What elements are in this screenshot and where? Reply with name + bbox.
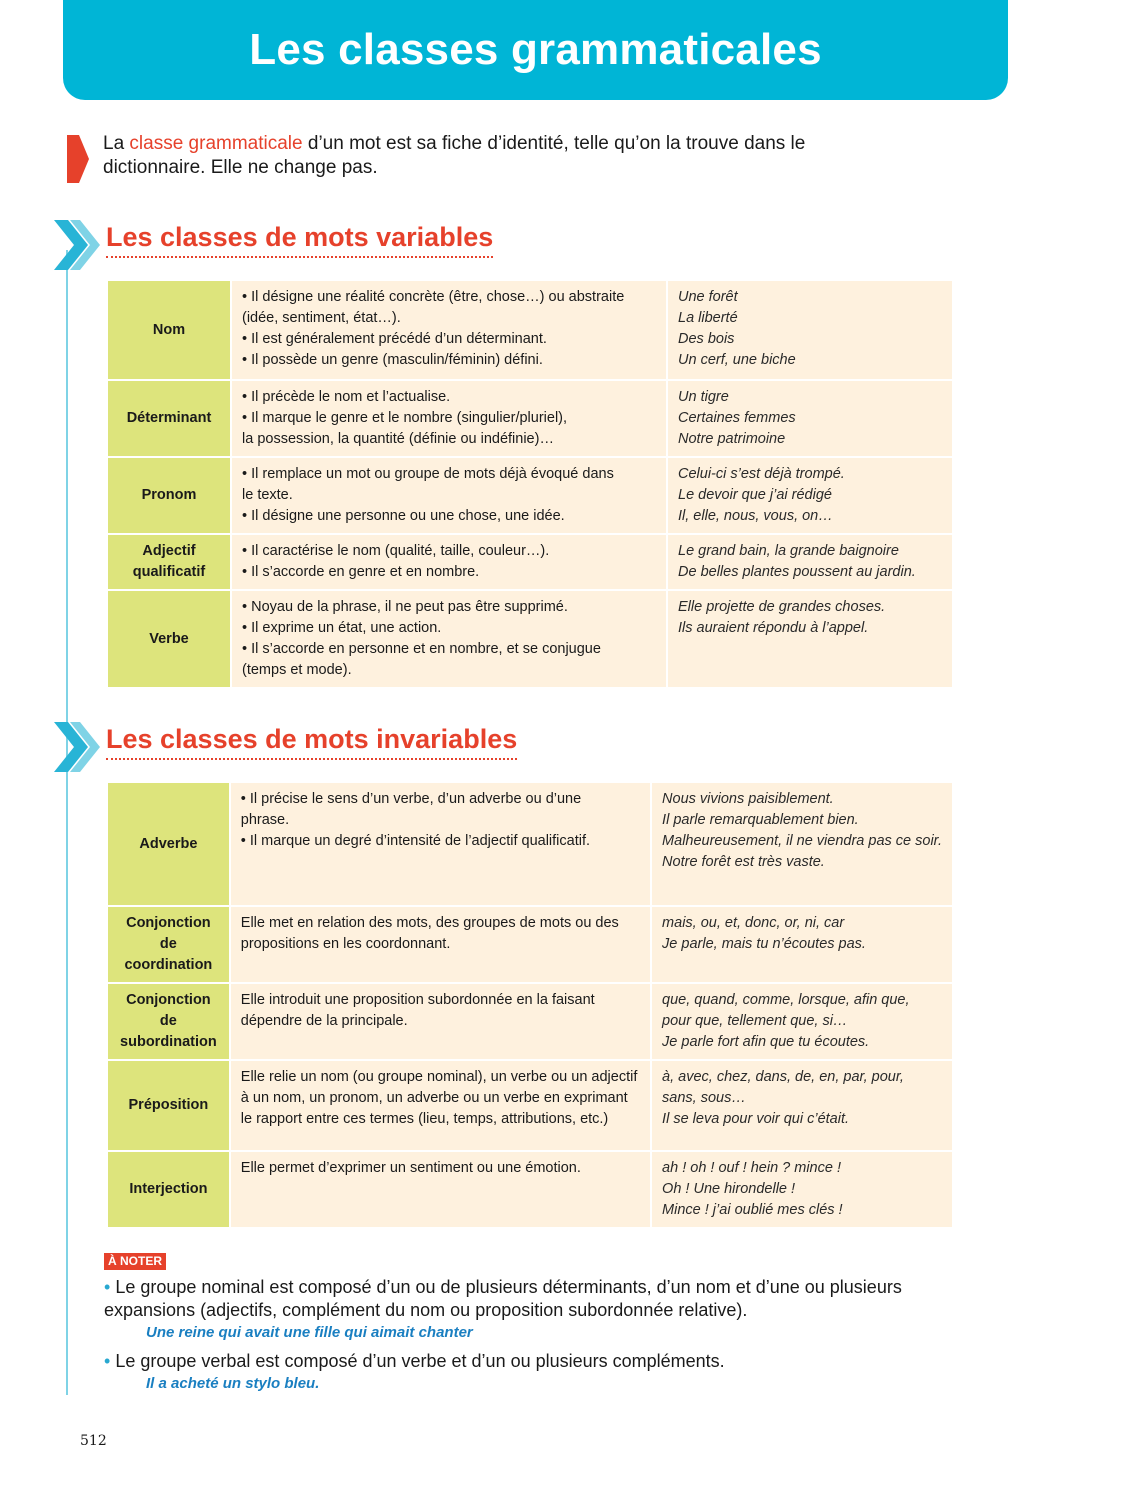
- example-line: Nous vivions paisiblement.: [662, 791, 834, 807]
- definition-cell: [232, 281, 666, 379]
- intro-highlight: classe grammaticale: [129, 133, 303, 154]
- note-text: Le groupe verbal est composé d’un verbe et d’un ou plusieurs compléments.: [115, 1351, 725, 1371]
- category-cell: Nom: [108, 281, 230, 379]
- example-line: Un tigre: [678, 389, 729, 405]
- definition-line: • Il caractérise le nom (qualité, taille, couleur…).: [242, 543, 550, 559]
- invariables-table: [106, 781, 954, 1229]
- example-cell: [668, 535, 952, 589]
- example-line: Il parle remarquablement bien.: [662, 812, 859, 828]
- example-line: Celui-ci s’est déjà trompé.: [678, 466, 845, 482]
- definition-cell: [231, 984, 650, 1059]
- section-variables-header: [54, 220, 574, 270]
- definition-line: • Il possède un genre (masculin/féminin) défini.: [242, 352, 543, 368]
- note-block: [104, 1252, 974, 1395]
- example-line: mais, ou, et, donc, or, ni, car: [662, 915, 845, 931]
- page-title: Les classes grammaticales: [249, 25, 822, 74]
- category-cell: Conjonction de subordination: [108, 984, 229, 1059]
- category-cell: Verbe: [108, 591, 230, 687]
- title-banner: [63, 0, 1008, 100]
- definition-line: Elle relie un nom (ou groupe nominal), un verbe ou un adjectif à un nom, un pronom, un adverbe ou un verbe en exprimant le rapport entre ces termes (lieu, temps, attributions, etc.): [240, 1069, 638, 1127]
- example-line: Malheureusement, il ne viendra pas ce soir.: [662, 833, 942, 849]
- intro-marker-icon: [67, 135, 89, 183]
- example-line: Notre patrimoine: [678, 431, 786, 447]
- example-line: Je parle fort afin que tu écoutes.: [662, 1034, 870, 1050]
- example-line: Certaines femmes: [678, 410, 796, 426]
- category-cell: Adjectif qualificatif: [108, 535, 230, 589]
- table-row: [108, 783, 952, 905]
- definition-cell: [231, 1152, 650, 1227]
- example-line: La liberté: [678, 310, 738, 326]
- intro-text-end: d’un mot est sa fiche d’identité, telle qu’on la trouve dans le dictionnaire. Elle ne change pas.: [103, 133, 806, 178]
- section-invariables-title: Les classes de mots invariables: [106, 724, 517, 760]
- chevron-right-icon: [54, 220, 102, 270]
- example-line: Ils auraient répondu à l’appel.: [678, 620, 869, 636]
- example-line: Des bois: [678, 331, 735, 347]
- table-row: [108, 535, 952, 589]
- definition-line: • Il précise le sens d’un verbe, d’un adverbe ou d’une: [240, 791, 582, 807]
- definition-line: (idée, sentiment, état…).: [242, 310, 401, 326]
- category-cell: Déterminant: [108, 381, 230, 456]
- definition-line: le texte.: [242, 487, 293, 503]
- note-example: Une reine qui avait une fille qui aimait chanter: [146, 1324, 473, 1341]
- definition-line: • Il est généralement précédé d’un déterminant.: [242, 331, 547, 347]
- definition-line: • Il désigne une personne ou une chose, une idée.: [242, 508, 565, 524]
- definition-cell: [231, 907, 650, 982]
- definition-line: • Il remplace un mot ou groupe de mots déjà évoqué dans: [242, 466, 614, 482]
- example-line: Une forêt: [678, 289, 738, 305]
- note-badge: À NOTER: [104, 1253, 166, 1270]
- category-cell: Adverbe: [108, 783, 229, 905]
- chevron-right-icon: [54, 722, 102, 772]
- page-number: 512: [80, 1433, 107, 1449]
- intro-text: [103, 132, 863, 180]
- category-cell: Conjonction de coordination: [108, 907, 229, 982]
- definition-line: Elle introduit une proposition subordonnée en la faisant dépendre de la principale.: [240, 992, 595, 1029]
- margin-guide-line: [66, 250, 68, 1395]
- example-cell: [652, 907, 952, 982]
- definition-cell: [232, 535, 666, 589]
- example-line: De belles plantes poussent au jardin.: [678, 564, 916, 580]
- example-cell: [652, 1061, 952, 1150]
- definition-line: • Noyau de la phrase, il ne peut pas être supprimé.: [242, 599, 568, 615]
- definition-line: • Il marque le genre et le nombre (singulier/pluriel),: [242, 410, 568, 426]
- example-line: à, avec, chez, dans, de, en, par, pour, sans, sous…: [662, 1069, 904, 1106]
- category-cell: Pronom: [108, 458, 230, 533]
- example-line: Le devoir que j’ai rédigé: [678, 487, 832, 503]
- definition-cell: [232, 458, 666, 533]
- intro-text-start: La: [103, 133, 130, 154]
- definition-line: • Il précède le nom et l’actualise.: [242, 389, 451, 405]
- example-cell: [652, 1152, 952, 1227]
- table-row: [108, 984, 952, 1059]
- example-line: Il, elle, nous, vous, on…: [678, 508, 833, 524]
- variables-table: [106, 279, 954, 689]
- example-line: Le grand bain, la grande baignoire: [678, 543, 899, 559]
- table-row: [108, 381, 952, 456]
- definition-line: Elle permet d’exprimer un sentiment ou une émotion.: [240, 1160, 581, 1176]
- example-line: Notre forêt est très vaste.: [662, 854, 825, 870]
- note-item: [104, 1350, 974, 1373]
- section-variables-title: Les classes de mots variables: [106, 222, 493, 258]
- example-line: Oh ! Une hirondelle !: [662, 1181, 796, 1197]
- example-cell: [668, 281, 952, 379]
- note-example: Il a acheté un stylo bleu.: [146, 1375, 320, 1392]
- category-cell: Préposition: [108, 1061, 229, 1150]
- example-line: ah ! oh ! ouf ! hein ? mince !: [662, 1160, 841, 1176]
- example-line: Je parle, mais tu n’écoutes pas.: [662, 936, 866, 952]
- definition-cell: [231, 783, 650, 905]
- definition-line: • Il exprime un état, une action.: [242, 620, 442, 636]
- definition-cell: [231, 1061, 650, 1150]
- definition-line: • Il s’accorde en genre et en nombre.: [242, 564, 480, 580]
- example-cell: [652, 783, 952, 905]
- category-cell: Interjection: [108, 1152, 229, 1227]
- table-row: [108, 1061, 952, 1150]
- definition-line: phrase.: [240, 812, 290, 828]
- example-line: que, quand, comme, lorsque, afin que, pour que, tellement que, si…: [662, 992, 910, 1029]
- definition-line: la possession, la quantité (définie ou indéfinie)…: [242, 431, 554, 447]
- example-cell: [668, 591, 952, 687]
- example-line: Elle projette de grandes choses.: [678, 599, 886, 615]
- table-row: [108, 907, 952, 982]
- example-cell: [668, 458, 952, 533]
- table-row: [108, 458, 952, 533]
- example-cell: [652, 984, 952, 1059]
- definition-cell: [232, 381, 666, 456]
- section-invariables-header: [54, 722, 574, 772]
- example-line: Mince ! j’ai oublié mes clés !: [662, 1202, 843, 1218]
- definition-cell: [232, 591, 666, 687]
- example-line: Il se leva pour voir qui c’était.: [662, 1111, 850, 1127]
- definition-line: Elle met en relation des mots, des groupes de mots ou des propositions en les coordonnant.: [240, 915, 619, 952]
- bullet-icon: •: [104, 1351, 111, 1371]
- example-line: Un cerf, une biche: [678, 352, 796, 368]
- note-item: [104, 1276, 974, 1322]
- definition-line: • Il désigne une réalité concrète (être, chose…) ou abstraite: [242, 289, 625, 305]
- table-row: [108, 1152, 952, 1227]
- table-row: [108, 591, 952, 687]
- definition-line: • Il marque un degré d’intensité de l’adjectif qualificatif.: [240, 833, 591, 849]
- definition-line: (temps et mode).: [242, 662, 352, 678]
- bullet-icon: •: [104, 1277, 111, 1297]
- table-row: [108, 281, 952, 379]
- note-text: Le groupe nominal est composé d’un ou de plusieurs déterminants, d’un nom et d’une ou plusieurs expansions (adjectifs, complément du nom ou proposition subordonnée relative).: [104, 1277, 902, 1320]
- definition-line: • Il s’accorde en personne et en nombre, et se conjugue: [242, 641, 601, 657]
- example-cell: [668, 381, 952, 456]
